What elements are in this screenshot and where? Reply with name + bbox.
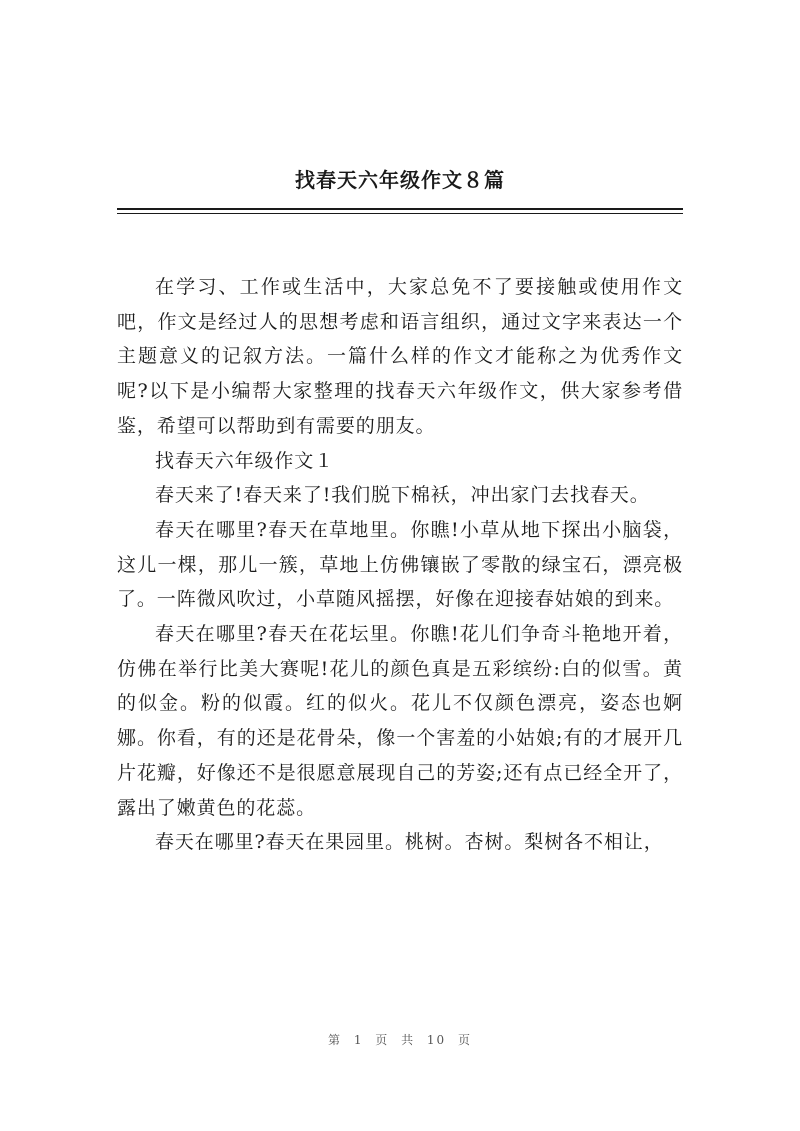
body-paragraph: 春天在哪里?春天在果园里。桃树。杏树。梨树各不相让， (155, 831, 664, 854)
body-paragraph: 春天在哪里?春天在花坛里。你瞧!花儿们争奇斗艳地开着，仿佛在举行比美大赛呢!花儿的颜色真是五彩缤纷:白的似雪。黄的似金。粉的似霞。红的似火。花儿不仅颜色漂亮，姿态也婀娜。你看，有的还是花骨朵，像一个害羞的小姑娘;有的才展开几片花瓣，好像还不是很愿意展现自己的芳姿;还有点已经全开了，露出了嫩黄色的花蕊。 (117, 623, 683, 819)
body-paragraph: 春天来了!春天来了!我们脱下棉袄，冲出家门去找春天。 (155, 484, 650, 507)
intro-paragraph: 在学习、工作或生活中，大家总免不了要接触或使用作文吧，作文是经过人的思想考虑和语言组织，通过文字来表达一个主题意义的记叙方法。一篇什么样的作文才能称之为优秀作文呢?以下是小编帮大家整理的找春天六年级作文，供大家参考借鉴，希望可以帮助到有需要的朋友。 (117, 276, 683, 437)
document-body (117, 270, 683, 860)
title-divider-thick (117, 208, 683, 210)
section-heading: 找春天六年级作文１ (155, 449, 335, 472)
page-title: 找春天六年级作文８篇 (295, 168, 505, 192)
title-divider-thin (117, 213, 683, 214)
page-footer: 第 1 页 共 10 页 (328, 1033, 472, 1047)
body-paragraph: 春天在哪里?春天在草地里。你瞧!小草从地下探出小脑袋，这儿一棵，那儿一簇，草地上仿佛镶嵌了零散的绿宝石，漂亮极了。一阵微风吹过，小草随风摇摆，好像在迎接春姑娘的到来。 (117, 518, 683, 611)
